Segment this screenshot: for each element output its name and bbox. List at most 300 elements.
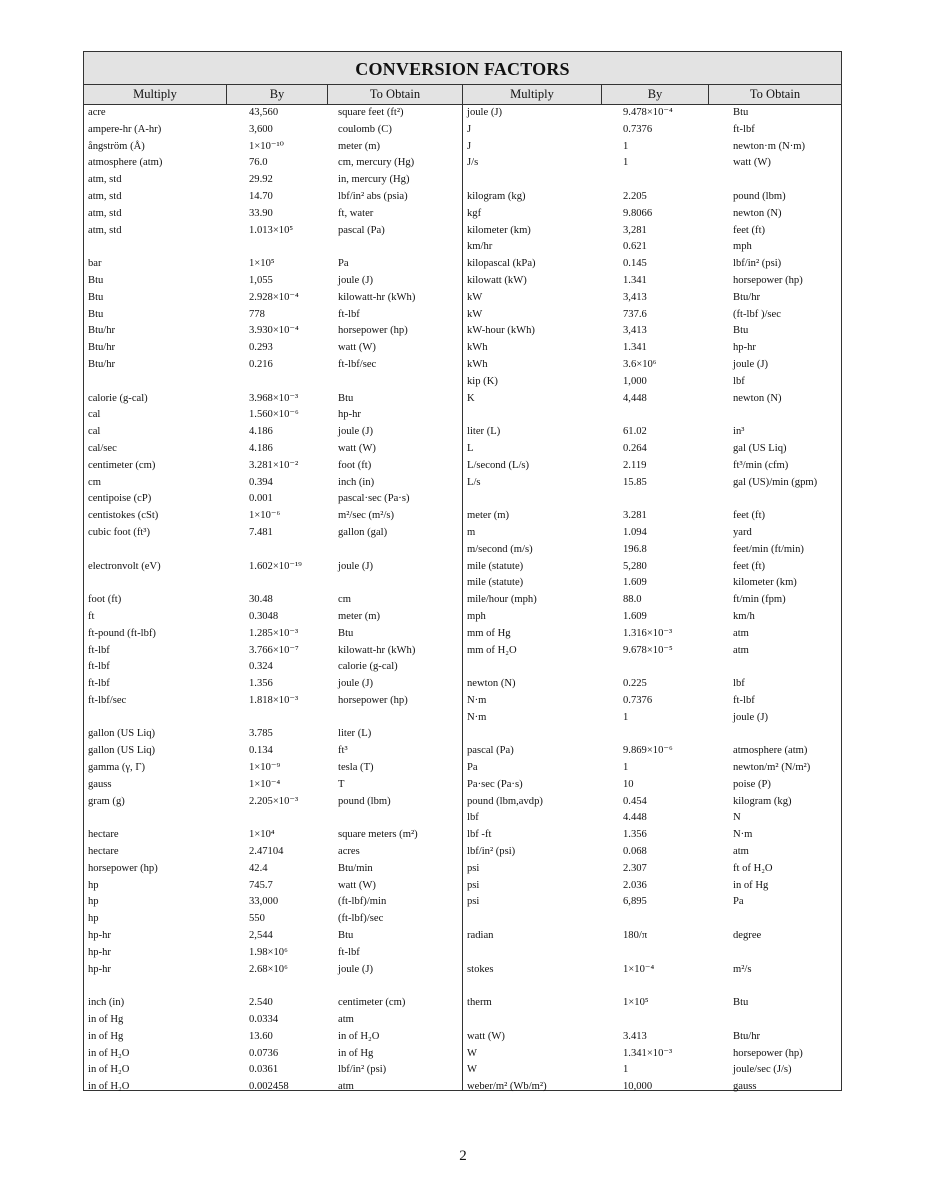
- to-obtain-cell: newton/m² (N/m²): [733, 762, 811, 774]
- to-obtain-cell: Pa: [733, 896, 744, 908]
- table-row: [463, 290, 841, 307]
- table-row: [84, 676, 462, 693]
- to-obtain-cell: feet/min (ft/min): [733, 543, 804, 555]
- to-obtain-cell: hp-hr: [733, 342, 756, 354]
- by-cell: 1×10⁻⁹: [249, 762, 281, 774]
- multiply-cell: cal: [88, 426, 101, 438]
- multiply-cell: weber/m² (Wb/m²): [467, 1081, 547, 1093]
- to-obtain-cell: ft/min (fpm): [733, 594, 786, 606]
- by-cell: 10: [623, 778, 634, 790]
- multiply-cell: horsepower (hp): [88, 862, 158, 874]
- multiply-cell: Btu: [88, 291, 104, 303]
- table-row: [84, 659, 462, 676]
- to-obtain-cell: cm, mercury (Hg): [338, 157, 415, 169]
- table-row: [84, 155, 462, 172]
- multiply-cell: atm, std: [88, 190, 122, 202]
- multiply-cell: mph: [467, 610, 486, 622]
- table-row: [463, 710, 841, 727]
- to-obtain-cell: in of Hg: [338, 1047, 374, 1059]
- multiply-cell: [84, 239, 247, 256]
- table-row: [463, 928, 841, 945]
- multiply-cell: kilogram (kg): [467, 190, 526, 202]
- table-row: [463, 206, 841, 223]
- by-cell: [621, 1012, 731, 1029]
- by-cell: 1.285×10⁻³: [249, 627, 299, 639]
- by-cell: 9.678×10⁻⁵: [623, 644, 673, 656]
- by-cell: 0.0736: [249, 1047, 279, 1059]
- table-row: [463, 743, 841, 760]
- by-cell: 0.454: [623, 795, 647, 807]
- to-obtain-cell: acres: [338, 846, 360, 858]
- table-row: [463, 592, 841, 609]
- to-obtain-cell: [731, 407, 841, 424]
- by-cell: 1.341×10⁻³: [623, 1047, 673, 1059]
- table-row: [463, 995, 841, 1012]
- multiply-cell: J/s: [467, 157, 479, 169]
- to-obtain-cell: Btu: [733, 325, 749, 337]
- multiply-cell: atm, std: [88, 207, 122, 219]
- to-obtain-cell: Btu: [338, 627, 354, 639]
- table-row: [84, 491, 462, 508]
- to-obtain-cell: ft, water: [338, 207, 374, 219]
- table-row: [463, 810, 841, 827]
- table-row: [463, 945, 841, 962]
- by-cell: 180/π: [623, 930, 648, 942]
- multiply-cell: hectare: [88, 846, 119, 858]
- by-cell: 1: [623, 711, 629, 723]
- by-cell: 3.785: [249, 728, 273, 740]
- multiply-cell: cal: [88, 409, 101, 421]
- to-obtain-cell: gauss: [733, 1081, 757, 1093]
- by-cell: 1: [623, 157, 629, 169]
- table-row: [84, 609, 462, 626]
- to-obtain-cell: km/h: [733, 610, 755, 622]
- to-obtain-cell: horsepower (hp): [733, 1047, 803, 1059]
- to-obtain-cell: [731, 911, 841, 928]
- multiply-cell: [463, 172, 621, 189]
- multiply-cell: hp: [88, 879, 99, 891]
- to-obtain-cell: [731, 978, 841, 995]
- by-cell: 2,544: [249, 930, 273, 942]
- to-obtain-cell: inch (in): [338, 476, 375, 488]
- table-row: [84, 861, 462, 878]
- table-row: [463, 189, 841, 206]
- by-cell: 1×10⁵: [623, 997, 649, 1009]
- to-obtain-cell: [336, 542, 462, 559]
- multiply-cell: gallon (US Liq): [88, 728, 156, 740]
- multiply-cell: W: [467, 1047, 477, 1059]
- by-cell: 1.013×10⁵: [249, 224, 294, 236]
- to-obtain-cell: ft-lbf: [733, 123, 755, 135]
- by-cell: 1×10⁻⁴: [249, 778, 281, 790]
- to-obtain-cell: ft³/min (cfm): [733, 459, 789, 471]
- multiply-cell: hp-hr: [88, 963, 111, 975]
- by-cell: 0.225: [623, 678, 647, 690]
- table-row: [463, 626, 841, 643]
- multiply-cell: hectare: [88, 829, 119, 841]
- to-obtain-cell: ft of H₂O: [733, 862, 773, 874]
- table-row: [84, 559, 462, 576]
- by-cell: 196.8: [623, 543, 647, 555]
- by-cell: 3,413: [623, 291, 647, 303]
- multiply-cell: cal/sec: [88, 442, 117, 454]
- multiply-cell: Btu: [88, 274, 104, 286]
- multiply-cell: [463, 491, 621, 508]
- to-obtain-cell: in of H₂O: [338, 1030, 380, 1042]
- table-row: [84, 391, 462, 408]
- table-row: [463, 374, 841, 391]
- multiply-cell: lbf/in² (psi): [467, 846, 516, 858]
- multiply-cell: gallon (US Liq): [88, 745, 156, 757]
- to-obtain-cell: atm: [733, 644, 749, 656]
- table-row: [84, 1029, 462, 1046]
- by-cell: 4.186: [249, 442, 273, 454]
- multiply-cell: [463, 945, 621, 962]
- table-row: [463, 575, 841, 592]
- multiply-cell: atmosphere (atm): [88, 157, 163, 169]
- to-obtain-cell: (ft-lbf)/sec: [338, 913, 384, 925]
- table-row: [463, 542, 841, 559]
- table-row: [463, 340, 841, 357]
- to-obtain-cell: pascal (Pa): [338, 224, 385, 236]
- to-obtain-cell: T: [338, 778, 345, 790]
- to-obtain-cell: foot (ft): [338, 459, 372, 471]
- to-obtain-cell: feet (ft): [733, 560, 766, 572]
- by-cell: 1.560×10⁻⁶: [249, 409, 299, 421]
- by-cell: 0.002458: [249, 1081, 289, 1093]
- table-row: [84, 105, 462, 122]
- by-cell: 3.281×10⁻²: [249, 459, 299, 471]
- to-obtain-cell: lbf: [733, 678, 745, 690]
- table-row: [84, 239, 462, 256]
- to-obtain-cell: ft-lbf/sec: [338, 358, 377, 370]
- multiply-cell: km/hr: [467, 241, 493, 253]
- to-obtain-cell: Btu: [338, 392, 354, 404]
- table-row: [463, 827, 841, 844]
- table-row: [84, 794, 462, 811]
- by-cell: 3.766×10⁻⁷: [249, 644, 299, 656]
- by-cell: 9.8066: [623, 207, 653, 219]
- to-obtain-cell: joule (J): [338, 963, 374, 975]
- multiply-cell: hp: [88, 913, 99, 925]
- multiply-cell: newton (N): [467, 678, 516, 690]
- table-row: [84, 693, 462, 710]
- by-cell: 6,895: [623, 896, 647, 908]
- multiply-cell: J: [467, 140, 472, 152]
- multiply-cell: kilometer (km): [467, 224, 531, 236]
- by-cell: 4.448: [623, 812, 647, 824]
- left-column-group: [84, 105, 463, 1093]
- multiply-cell: psi: [467, 879, 480, 891]
- by-cell: 0.3048: [249, 610, 279, 622]
- multiply-cell: centimeter (cm): [88, 459, 156, 471]
- by-cell: 1×10⁵: [249, 258, 275, 270]
- by-cell: 0.0334: [249, 1014, 279, 1026]
- table-row: [463, 424, 841, 441]
- table-row: [463, 878, 841, 895]
- table-row: [84, 844, 462, 861]
- by-cell: 1.094: [623, 526, 647, 538]
- table-row: [84, 1012, 462, 1029]
- by-cell: 1.818×10⁻³: [249, 694, 299, 706]
- multiply-cell: mile (statute): [467, 577, 524, 589]
- by-cell: 1.356: [249, 678, 273, 690]
- multiply-cell: radian: [467, 930, 494, 942]
- table-row: [84, 726, 462, 743]
- table-row: [84, 323, 462, 340]
- by-cell: [621, 911, 731, 928]
- by-cell: 1×10⁴: [249, 829, 275, 841]
- table-row: [463, 172, 841, 189]
- by-cell: 29.92: [249, 174, 273, 186]
- by-cell: 33.90: [249, 207, 273, 219]
- by-cell: 0.134: [249, 745, 273, 757]
- by-cell: 3.930×10⁻⁴: [249, 325, 299, 337]
- by-cell: 2.119: [623, 459, 647, 471]
- by-cell: 13.60: [249, 1030, 273, 1042]
- by-cell: [621, 172, 731, 189]
- multiply-cell: in of H₂O: [88, 1064, 130, 1076]
- table-row: [463, 1012, 841, 1029]
- table-row: [84, 760, 462, 777]
- table-row: [84, 995, 462, 1012]
- multiply-cell: Pa: [467, 762, 478, 774]
- to-obtain-cell: N·m: [733, 829, 753, 841]
- by-cell: 2.307: [623, 862, 647, 874]
- table-row: [84, 508, 462, 525]
- header-by-left: By: [227, 85, 328, 104]
- multiply-cell: hp-hr: [88, 946, 111, 958]
- by-cell: [621, 726, 731, 743]
- table-row: [463, 609, 841, 626]
- by-cell: 745.7: [249, 879, 273, 891]
- multiply-cell: hp: [88, 896, 99, 908]
- multiply-cell: centipoise (cP): [88, 493, 152, 505]
- table-row: [463, 844, 841, 861]
- table-row: [463, 508, 841, 525]
- table-row: [463, 794, 841, 811]
- multiply-cell: kW: [467, 308, 483, 320]
- to-obtain-cell: [731, 945, 841, 962]
- to-obtain-cell: coulomb (C): [338, 123, 392, 135]
- by-cell: 0.216: [249, 358, 273, 370]
- multiply-cell: m: [467, 526, 476, 538]
- table-row: [463, 777, 841, 794]
- multiply-cell: psi: [467, 896, 480, 908]
- multiply-cell: lbf -ft: [467, 829, 492, 841]
- multiply-cell: ångström (Å): [88, 140, 145, 152]
- by-cell: 3.968×10⁻³: [249, 392, 299, 404]
- page-number: 2: [459, 1148, 467, 1164]
- table-row: [84, 223, 462, 240]
- by-cell: 1.602×10⁻¹⁹: [249, 560, 302, 572]
- to-obtain-cell: [731, 491, 841, 508]
- to-obtain-cell: [336, 239, 462, 256]
- multiply-cell: ft-lbf: [88, 661, 110, 673]
- multiply-cell: Btu: [88, 308, 104, 320]
- by-cell: 2.68×10⁶: [249, 963, 288, 975]
- header-multiply-left: Multiply: [84, 85, 227, 104]
- to-obtain-cell: hp-hr: [338, 409, 361, 421]
- by-cell: 9.478×10⁻⁴: [623, 107, 673, 118]
- to-obtain-cell: lbf/in² abs (psia): [338, 190, 408, 202]
- to-obtain-cell: gallon (gal): [338, 526, 388, 538]
- to-obtain-cell: in³: [733, 426, 745, 438]
- table-row: [463, 239, 841, 256]
- table-row: [84, 139, 462, 156]
- table-row: [463, 256, 841, 273]
- multiply-cell: pound (lbm,avdp): [467, 795, 543, 807]
- by-cell: 0.068: [623, 846, 647, 858]
- to-obtain-cell: [731, 659, 841, 676]
- to-obtain-cell: atm: [733, 846, 749, 858]
- table-row: [463, 323, 841, 340]
- table-row: [84, 592, 462, 609]
- by-cell: [621, 945, 731, 962]
- to-obtain-cell: horsepower (hp): [733, 274, 803, 286]
- by-cell: [247, 710, 336, 727]
- table-row: [84, 626, 462, 643]
- to-obtain-cell: watt (W): [338, 879, 376, 891]
- multiply-cell: joule (J): [467, 107, 503, 118]
- multiply-cell: [463, 726, 621, 743]
- to-obtain-cell: in, mercury (Hg): [338, 174, 410, 186]
- table-row: [463, 726, 841, 743]
- to-obtain-cell: joule (J): [733, 711, 769, 723]
- table-row: [463, 894, 841, 911]
- by-cell: 0.394: [249, 476, 273, 488]
- table-row: [84, 441, 462, 458]
- table-row: [463, 223, 841, 240]
- multiply-cell: gauss: [88, 778, 112, 790]
- to-obtain-cell: [336, 978, 462, 995]
- by-cell: 550: [249, 913, 265, 925]
- multiply-cell: cm: [88, 476, 101, 488]
- table-body: [84, 105, 841, 1093]
- multiply-cell: kWh: [467, 342, 488, 354]
- by-cell: [247, 978, 336, 995]
- table-row: [84, 122, 462, 139]
- by-cell: 9.869×10⁻⁶: [623, 745, 673, 757]
- multiply-cell: hp-hr: [88, 930, 111, 942]
- table-row: [84, 878, 462, 895]
- multiply-cell: psi: [467, 862, 480, 874]
- multiply-cell: inch (in): [88, 997, 125, 1009]
- multiply-cell: Btu/hr: [88, 342, 116, 354]
- to-obtain-cell: mph: [733, 241, 752, 253]
- table-row: [84, 458, 462, 475]
- by-cell: 42.4: [249, 862, 268, 874]
- table-row: [84, 1079, 462, 1096]
- by-cell: 5,280: [623, 560, 647, 572]
- multiply-cell: in of Hg: [88, 1030, 124, 1042]
- multiply-cell: ft: [88, 610, 95, 622]
- conversion-table: [83, 51, 842, 1091]
- by-cell: 2.205×10⁻³: [249, 795, 299, 807]
- to-obtain-cell: [731, 1012, 841, 1029]
- table-row: [84, 911, 462, 928]
- table-row: [84, 643, 462, 660]
- to-obtain-cell: newton (N): [733, 207, 782, 219]
- table-row: [463, 760, 841, 777]
- to-obtain-cell: Btu/min: [338, 862, 373, 874]
- by-cell: 0.7376: [623, 694, 653, 706]
- to-obtain-cell: square meters (m²): [338, 829, 418, 841]
- to-obtain-cell: in of Hg: [733, 879, 769, 891]
- multiply-cell: centistokes (cSt): [88, 510, 159, 522]
- by-cell: [621, 978, 731, 995]
- multiply-cell: bar: [88, 258, 102, 270]
- by-cell: 1×10⁻¹⁰: [249, 140, 284, 152]
- multiply-cell: kilopascal (kPa): [467, 258, 536, 270]
- header-to-obtain-left: To Obtain: [328, 85, 463, 104]
- to-obtain-cell: Btu: [338, 930, 354, 942]
- table-row: [463, 307, 841, 324]
- by-cell: 3.281: [623, 510, 647, 522]
- multiply-cell: [84, 810, 247, 827]
- to-obtain-cell: [336, 710, 462, 727]
- table-row: [463, 861, 841, 878]
- table-row: [84, 575, 462, 592]
- by-cell: [247, 575, 336, 592]
- by-cell: 737.6: [623, 308, 647, 320]
- table-row: [463, 441, 841, 458]
- to-obtain-cell: [336, 810, 462, 827]
- to-obtain-cell: liter (L): [338, 728, 372, 740]
- table-row: [84, 424, 462, 441]
- multiply-cell: kWh: [467, 358, 488, 370]
- table-row: [463, 525, 841, 542]
- multiply-cell: foot (ft): [88, 594, 122, 606]
- by-cell: 2.036: [623, 879, 647, 891]
- by-cell: 1.341: [623, 274, 647, 286]
- table-row: [463, 475, 841, 492]
- multiply-cell: mm of Hg: [467, 627, 511, 639]
- by-cell: [621, 407, 731, 424]
- to-obtain-cell: [731, 726, 841, 743]
- by-cell: 14.70: [249, 190, 273, 202]
- to-obtain-cell: atmosphere (atm): [733, 745, 808, 757]
- table-row: [463, 407, 841, 424]
- to-obtain-cell: [336, 575, 462, 592]
- by-cell: [621, 491, 731, 508]
- multiply-cell: kilowatt (kW): [467, 274, 527, 286]
- table-row: [463, 155, 841, 172]
- by-cell: 1: [623, 1064, 629, 1076]
- by-cell: 10,000: [623, 1081, 653, 1093]
- table-row: [84, 189, 462, 206]
- by-cell: 1.316×10⁻³: [623, 627, 673, 639]
- multiply-cell: N·m: [467, 694, 487, 706]
- by-cell: 3,413: [623, 325, 647, 337]
- multiply-cell: cubic foot (ft³): [88, 526, 151, 538]
- table-row: [463, 122, 841, 139]
- table-row: [463, 139, 841, 156]
- by-cell: 1×10⁻⁶: [249, 510, 281, 522]
- table-row: [84, 894, 462, 911]
- to-obtain-cell: Btu: [733, 107, 749, 118]
- multiply-cell: [84, 542, 247, 559]
- multiply-cell: [84, 978, 247, 995]
- table-row: [463, 659, 841, 676]
- table-row: [463, 391, 841, 408]
- table-row: [84, 777, 462, 794]
- by-cell: 1.609: [623, 577, 647, 589]
- multiply-cell: [84, 575, 247, 592]
- to-obtain-cell: yard: [733, 526, 752, 538]
- multiply-cell: kW-hour (kWh): [467, 325, 535, 337]
- table-row: [84, 290, 462, 307]
